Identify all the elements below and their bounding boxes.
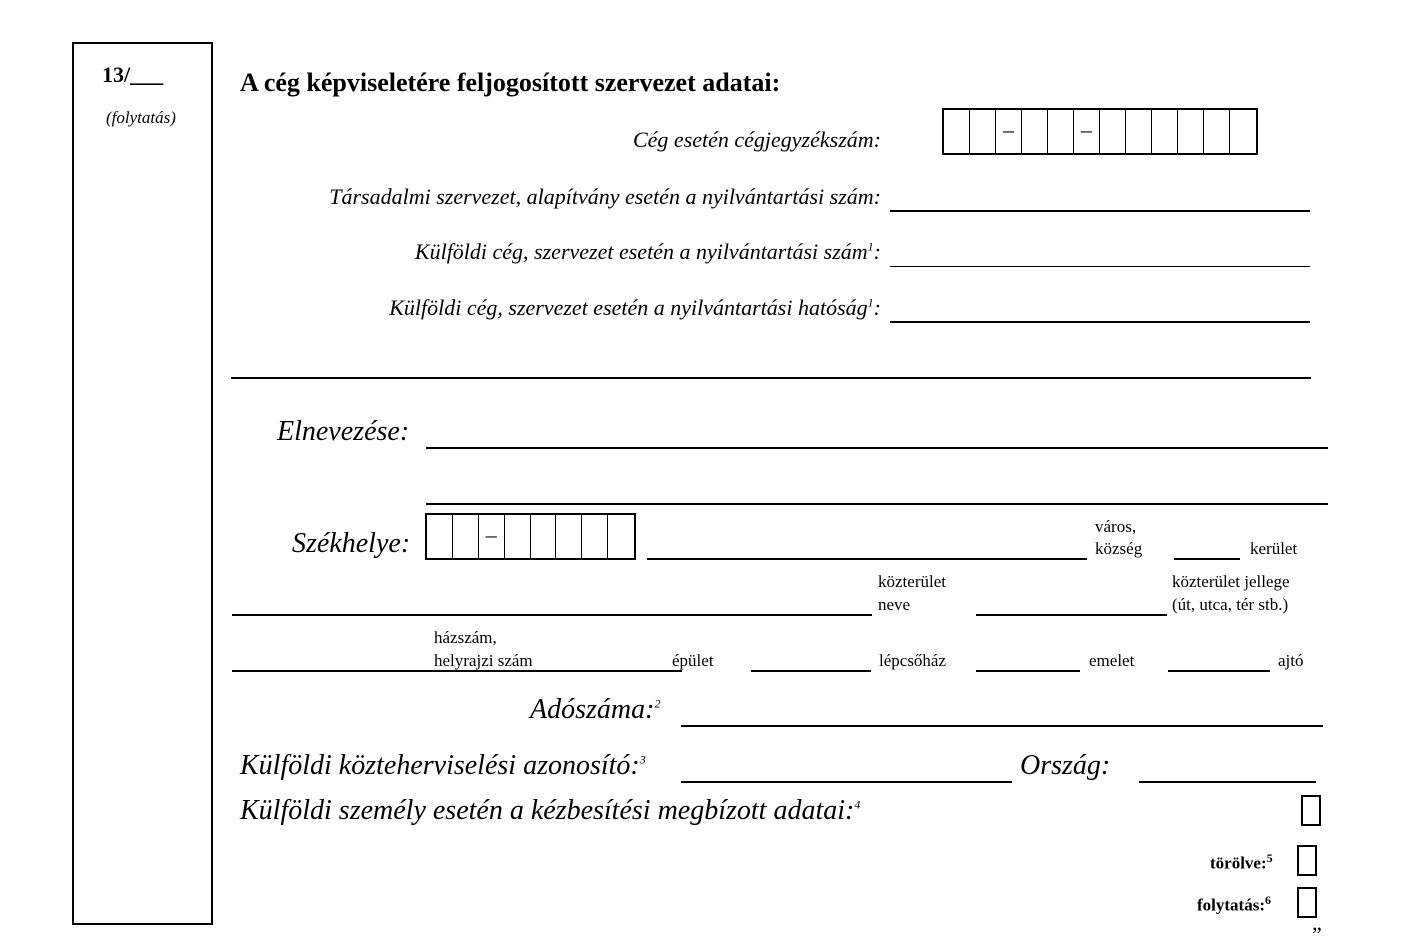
- tax-label: Adószáma:$^2$: [530, 694, 661, 725]
- social-org-label: Társadalmi szervezet, alapítvány esetén a nyilvántartási szám:: [329, 184, 881, 209]
- foreign-tax-label: Külföldi közteherviselési azonosító:$^3$: [240, 750, 646, 781]
- name-label: Elnevezése:: [277, 416, 410, 447]
- postcode-cell[interactable]: [608, 515, 634, 558]
- sidebar-frame: [72, 42, 213, 925]
- company-reg-cell[interactable]: [1204, 110, 1230, 153]
- house-number-label-2: helyrajzi szám: [434, 651, 533, 670]
- city-label-1: város,: [1095, 517, 1137, 536]
- door-label: ajtó: [1278, 651, 1304, 670]
- staircase-label: lépcsőház: [879, 651, 947, 670]
- postcode-cell[interactable]: [556, 515, 582, 558]
- foreign-reg-auth-label: Külföldi cég, szervezet esetén a nyilvántartási hatóság$^1$:: [389, 295, 881, 320]
- company-reg-boxes[interactable]: [942, 108, 1258, 155]
- postcode-cell[interactable]: –: [479, 515, 505, 558]
- staircase-field[interactable]: [751, 670, 871, 672]
- company-reg-cell[interactable]: [970, 110, 996, 153]
- company-reg-cell[interactable]: [1048, 110, 1074, 153]
- floor-field[interactable]: [976, 670, 1080, 672]
- district-field[interactable]: [1174, 558, 1240, 560]
- floor-label: emelet: [1089, 651, 1135, 670]
- company-reg-label: Cég esetén cégjegyzékszám:: [632, 127, 881, 152]
- tax-field[interactable]: [681, 725, 1323, 727]
- seat-label: Székhelye:: [292, 528, 411, 559]
- street-name-label-1: közterület: [878, 572, 946, 591]
- postcode-cell[interactable]: [453, 515, 479, 558]
- name-field-2[interactable]: [426, 503, 1328, 505]
- foreign-reg-num-label: Külföldi cég, szervezet esetén a nyilvántartási szám$^1$:: [414, 239, 881, 264]
- street-type-field[interactable]: [976, 614, 1167, 616]
- postcode-boxes[interactable]: [425, 513, 636, 560]
- street-type-label-2: (út, utca, tér stb.): [1172, 595, 1289, 614]
- company-reg-cell[interactable]: [1152, 110, 1178, 153]
- building-label: épület: [672, 651, 714, 670]
- delivery-agent-checkbox[interactable]: [1301, 795, 1321, 826]
- postcode-cell[interactable]: [531, 515, 557, 558]
- company-reg-cell[interactable]: [1178, 110, 1204, 153]
- section-heading: A cég képviseletére feljogosított szervezet adatai:: [240, 68, 781, 97]
- city-field[interactable]: [647, 558, 1087, 560]
- foreign-tax-field[interactable]: [681, 781, 1012, 783]
- company-reg-cell[interactable]: [1230, 110, 1256, 153]
- postcode-cell[interactable]: [582, 515, 608, 558]
- company-reg-cell[interactable]: [944, 110, 970, 153]
- foreign-reg-auth-field[interactable]: [890, 321, 1310, 323]
- name-field-1[interactable]: [426, 447, 1328, 449]
- country-label: Ország:: [1020, 750, 1111, 781]
- delivery-agent-label: Külföldi személy esetén a kézbesítési megbízott adatai:$^4$: [240, 795, 861, 826]
- company-reg-cell[interactable]: [1126, 110, 1152, 153]
- district-label: kerület: [1250, 539, 1298, 558]
- foreign-reg-num-field[interactable]: [890, 266, 1310, 267]
- postcode-cell[interactable]: [427, 515, 453, 558]
- street-type-label-1: közterület jellege: [1172, 572, 1290, 591]
- company-reg-cell[interactable]: [1100, 110, 1126, 153]
- door-field[interactable]: [1168, 670, 1270, 672]
- country-field[interactable]: [1139, 781, 1316, 783]
- continued-checkbox[interactable]: [1297, 887, 1317, 918]
- social-org-field[interactable]: [890, 210, 1310, 212]
- street-name-field[interactable]: [232, 614, 872, 616]
- company-reg-cell[interactable]: –: [996, 110, 1022, 153]
- company-reg-cell[interactable]: –: [1074, 110, 1100, 153]
- company-reg-cell[interactable]: [1022, 110, 1048, 153]
- city-label-2: község: [1095, 539, 1143, 558]
- house-number-label-1: házszám,: [434, 628, 497, 647]
- continued-label: folytatás:$^6$: [1197, 893, 1271, 915]
- continuation-label: (folytatás): [106, 108, 176, 127]
- street-name-label-2: neve: [878, 595, 911, 614]
- page-number: 13/___: [102, 62, 164, 87]
- deleted-label: törölve:$^5$: [1210, 851, 1273, 873]
- deleted-checkbox[interactable]: [1297, 845, 1317, 876]
- closing-quote: ”: [1312, 922, 1322, 947]
- separator-line: [231, 377, 1311, 379]
- postcode-cell[interactable]: [505, 515, 531, 558]
